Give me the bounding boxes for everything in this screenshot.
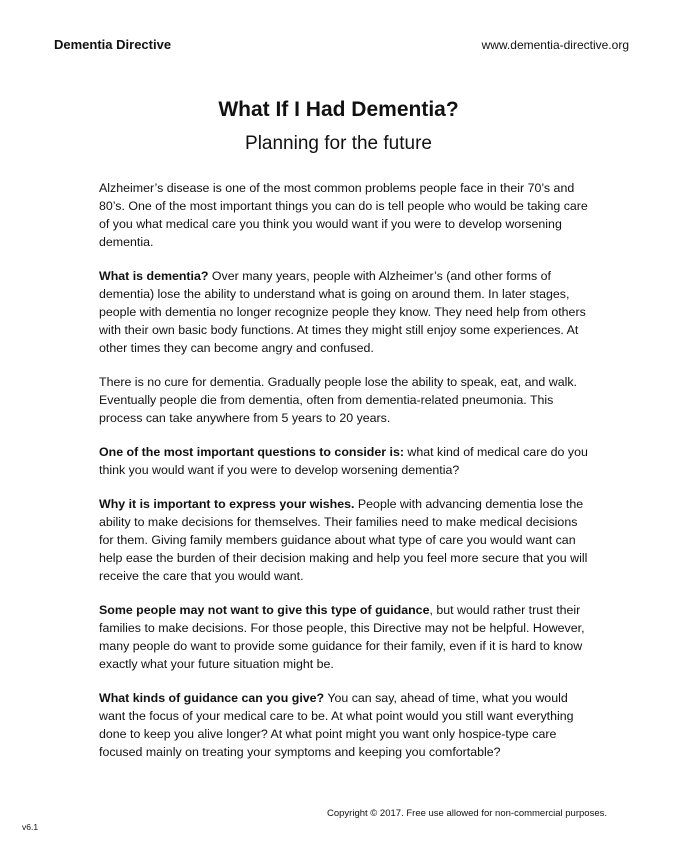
document-body (99, 179, 589, 777)
paragraph-kinds-of-guidance (99, 689, 589, 761)
paragraph-intro (99, 179, 589, 251)
header-org-name: Dementia Directive (54, 37, 172, 52)
paragraph-not-want-guidance (99, 601, 589, 673)
paragraph-important-question (99, 443, 589, 479)
page-subtitle: Planning for the future (245, 133, 432, 154)
header-website-url[interactable]: www.dementia-directive.org (481, 38, 629, 52)
paragraph-express-wishes (99, 495, 589, 585)
paragraph-what-is-dementia-text: Over many years, people with Alzheimer’s (and other forms of dementia) lose the ability to understand what is going on around them. In later stages, people with dementia no longer recognize people they know. They need help from others with their own basic body functions. At times they might still enjoy some experiences. At other times they can become angry and confused. (99, 269, 586, 355)
page-title: What If I Had Dementia? (218, 98, 459, 121)
paragraph-important-question-lead: One of the most important questions to consider is: (99, 445, 404, 459)
paragraph-kinds-of-guidance-text: You can say, ahead of time, what you would want the focus of your medical care to be. At what point would you still want everything done to keep you alive longer? At what point might you want only hospice-type care focused mainly on treating your symptoms and keeping you comfortable? (99, 691, 574, 759)
paragraph-intro-text: Alzheimer’s disease is one of the most common problems people face in their 70’s and 80’s. One of the most important things you can do is tell people who would be taking care of you what medical care you think you would want if you were to develop worsening dementia. (99, 181, 588, 249)
paragraph-no-cure-text: There is no cure for dementia. Gradually people lose the ability to speak, eat, and walk. Eventually people die from dementia, often from dementia-related pneumonia. This process can take anywhere from 5 years to 20 years. (99, 375, 577, 425)
paragraph-what-is-dementia (99, 267, 589, 357)
paragraph-not-want-guidance-lead: Some people may not want to give this type of guidance (99, 603, 430, 617)
paragraph-important-question-text: what kind of medical care do you think you would want if you were to develop worsening dementia? (99, 445, 588, 477)
paragraph-express-wishes-text: People with advancing dementia lose the ability to make decisions for themselves. Their families need to make medical decisions for them. Giving family members guidance about what type of care you would want can help ease the burden of their decision making and help you feel more secure that you will receive the care that you would want. (99, 497, 588, 583)
paragraph-not-want-guidance-text: , but would rather trust their families to make decisions. For those people, this Directive may not be helpful. However, many people do want to provide some guidance for their family, even if it is hard to know exactly what your future situation might be. (99, 603, 585, 671)
paragraph-kinds-of-guidance-lead: What kinds of guidance can you give? (99, 691, 325, 705)
paragraph-no-cure (99, 373, 589, 427)
footer-version: v6.1 (22, 822, 39, 832)
paragraph-what-is-dementia-lead: What is dementia? (99, 269, 209, 283)
paragraph-express-wishes-lead: Why it is important to express your wishes. (99, 497, 355, 511)
footer-copyright: Copyright © 2017. Free use allowed for non-commercial purposes. (327, 808, 607, 819)
